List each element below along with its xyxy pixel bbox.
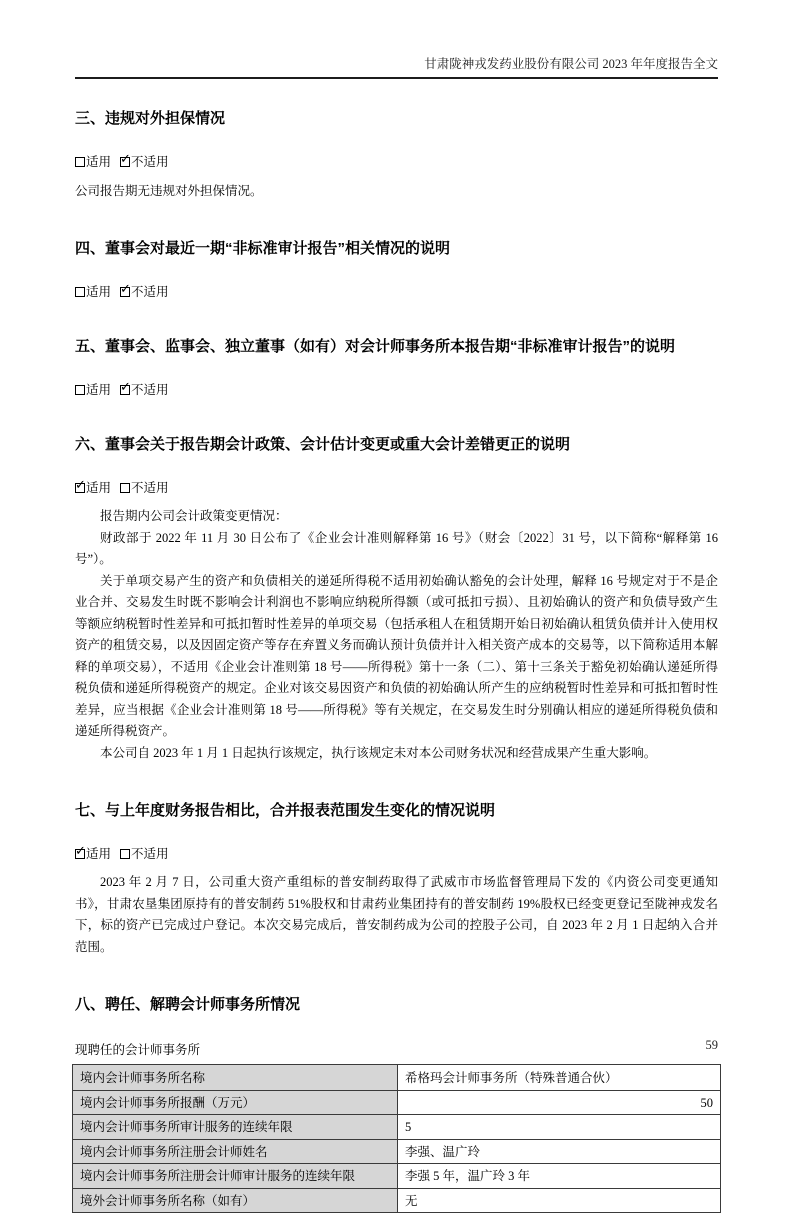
table-row	[73, 1090, 720, 1115]
check-mark: ✓	[75, 478, 86, 493]
apply-label: 适用	[86, 155, 112, 169]
section-8-heading: 八、聘任、解聘会计师事务所情况	[75, 996, 301, 1013]
row-label: 境内会计师事务所注册会计师姓名	[73, 1140, 398, 1164]
section-3-apply-checkbox	[75, 155, 111, 170]
checkbox-checked-icon	[120, 380, 131, 395]
apply-label: 适用	[86, 383, 112, 397]
section-6-not-apply-checkbox	[120, 481, 169, 496]
section-4-applicable-row	[75, 282, 718, 300]
paragraph: 2023 年 2 月 7 日，公司重大资产重组标的普安制药取得了武威市市场监督管理局下发的《内资公司变更通知书》，甘肃农垦集团原持有的普安制药 51%股权和甘肃药业集团持有的普安制药 19%股权已经变更登记至陇神戎发名下，标的资产已完成过户登记。本次交易完成后，普安制药成为公司的控股子公司，自 2023 年 2 月 1 日起纳入合并范围。	[75, 875, 718, 954]
section-5-heading: 五、董事会、监事会、独立董事（如有）对会计师事务所本报告期“非标准审计报告”的说明	[75, 338, 676, 355]
checkbox-unchecked-icon	[75, 287, 85, 297]
row-value: 李强、温广玲	[405, 1144, 481, 1159]
section-6-apply-checkbox	[75, 478, 112, 496]
section-6-paragraphs	[75, 506, 718, 764]
section-5-apply-checkbox	[75, 383, 111, 398]
table-row	[73, 1188, 720, 1213]
not-apply-label: 不适用	[131, 155, 169, 169]
section-7-applicable-row	[75, 844, 718, 862]
check-mark: ✓	[75, 844, 86, 859]
header-title: 甘肃陇神戎发药业股份有限公司 2023 年年度报告全文	[424, 57, 718, 71]
checkbox-unchecked-icon	[120, 483, 130, 493]
row-value: 李强 5 年，温广玲 3 年	[405, 1169, 531, 1184]
row-label: 境内会计师事务所审计服务的连续年限	[73, 1115, 398, 1139]
checkbox-unchecked-icon	[75, 385, 85, 395]
row-label: 境内会计师事务所注册会计师审计服务的连续年限	[73, 1164, 398, 1188]
section-3-heading: 三、违规对外担保情况	[75, 110, 226, 127]
checkbox-checked-icon	[75, 844, 86, 859]
section-7-paragraphs	[75, 872, 718, 958]
not-apply-label: 不适用	[131, 847, 169, 861]
section-4-not-apply-checkbox	[120, 282, 169, 300]
row-label: 境内会计师事务所名称	[73, 1065, 398, 1090]
checkbox-unchecked-icon	[75, 157, 85, 167]
checkbox-unchecked-icon	[120, 849, 130, 859]
paragraph: 财政部于 2022 年 11 月 30 日公布了《企业会计准则解释第 16 号》（财会〔2022〕31 号，以下简称“解释第 16 号”）。	[75, 530, 718, 566]
checkbox-checked-icon	[120, 152, 131, 167]
section-3-applicable-row	[75, 152, 718, 170]
apply-label: 适用	[86, 481, 112, 495]
paragraph: 关于单项交易产生的资产和负债相关的递延所得税不适用初始确认豁免的会计处理，解释 16 号规定对于不是企业合并、交易发生时既不影响会计利润也不影响应纳税所得额（或可抵扣亏损）、且初始确认的资产和负债导致产生等额应纳税暂时性差异和可抵扣暂时性差异的单项交易（包括承租人在租赁期开始日初始确认租赁负债并计入使用权资产的租赁交易，以及因固定资产等存在弃置义务而确认预计负债并计入相关资产成本的交易等，以下简称适用本解释的单项交易），不适用《企业会计准则第 18 号——所得税》第十一条（二）、第十三条关于豁免初始确认递延所得税负债和递延所得税资产的规定。企业对该交易因资产和负债的初始确认所产生的应纳税暂时性差异和可抵扣暂时性差异，应当根据《企业会计准则第 18 号——所得税》等有关规定，在交易发生时分别确认相应的递延所得税负债和递延所得税资产。	[75, 573, 718, 738]
checkbox-checked-icon	[75, 478, 86, 493]
check-mark: ✓	[120, 380, 131, 395]
check-mark: ✓	[120, 152, 131, 167]
table-row	[73, 1163, 720, 1188]
section-5-applicable-row	[75, 380, 718, 398]
apply-label: 适用	[86, 285, 112, 299]
row-value: 无	[405, 1193, 418, 1208]
not-apply-label: 不适用	[131, 383, 169, 397]
section-4-apply-checkbox	[75, 285, 111, 300]
section-6-heading: 六、董事会关于报告期会计政策、会计估计变更或重大会计差错更正的说明	[75, 436, 571, 453]
section-4-heading: 四、董事会对最近一期“非标准审计报告”相关情况的说明	[75, 240, 451, 257]
checkbox-checked-icon	[120, 282, 131, 297]
row-value: 50	[700, 1095, 713, 1110]
apply-label: 适用	[86, 847, 112, 861]
section-6-applicable-row	[75, 478, 718, 496]
not-apply-label: 不适用	[131, 481, 169, 495]
row-value: 希格玛会计师事务所（特殊普通合伙）	[405, 1070, 618, 1085]
page-header	[75, 0, 718, 79]
row-label: 境内会计师事务所报酬（万元）	[73, 1091, 398, 1115]
check-mark: ✓	[120, 282, 131, 297]
row-label: 境外会计师事务所名称（如有）	[73, 1189, 398, 1213]
section-3-note: 公司报告期无违规对外担保情况。	[75, 184, 263, 198]
section-5-not-apply-checkbox	[120, 380, 169, 398]
paragraph: 报告期内公司会计政策变更情况：	[100, 509, 288, 523]
row-value: 5	[405, 1120, 412, 1135]
section-8-intro: 现聘任的会计师事务所	[75, 1043, 201, 1057]
table-row	[73, 1065, 720, 1090]
section-7-apply-checkbox	[75, 844, 112, 862]
section-7-heading: 七、与上年度财务报告相比，合并报表范围发生变化的情况说明	[75, 802, 496, 819]
not-apply-label: 不适用	[131, 285, 169, 299]
page-number: 59	[705, 1038, 718, 1052]
paragraph: 本公司自 2023 年 1 月 1 日起执行该规定，执行该规定未对本公司财务状况和经营成果产生重大影响。	[100, 745, 657, 760]
table-row	[73, 1139, 720, 1164]
accounting-firm-table	[72, 1064, 721, 1213]
section-7-not-apply-checkbox	[120, 847, 169, 862]
table-row	[73, 1114, 720, 1139]
section-3-not-apply-checkbox	[120, 152, 169, 170]
